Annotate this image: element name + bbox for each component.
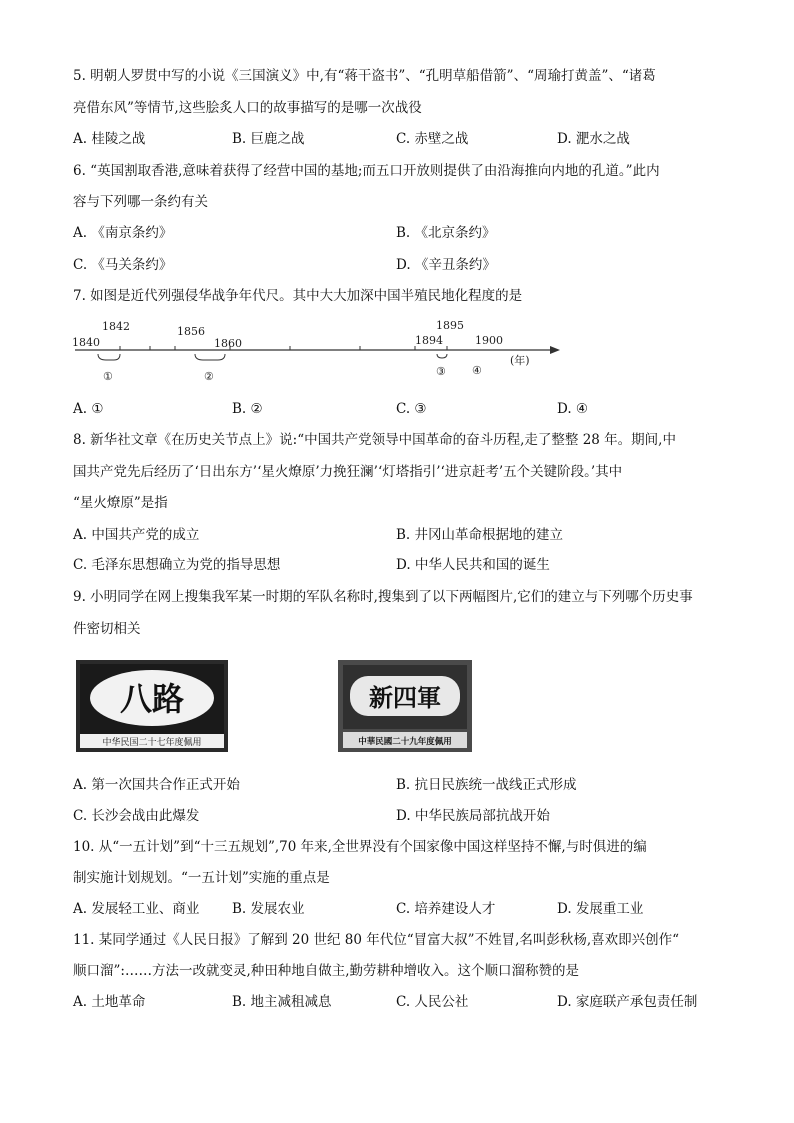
- q11-option-b: B. 地主减租减息: [232, 994, 332, 1010]
- q10-option-a: A. 发展轻工业、商业: [73, 901, 200, 917]
- q6-option-a: A. 《南京条约》: [73, 225, 173, 241]
- timeline-year-1842: 1842: [102, 320, 130, 333]
- q5-option-d: D. 淝水之战: [557, 131, 630, 147]
- q11-option-c: C. 人民公社: [396, 994, 469, 1010]
- bracket-1: [98, 354, 120, 360]
- q9-option-c: C. 长沙会战由此爆发: [73, 808, 200, 824]
- q8-option-b: B. 井冈山革命根据地的建立: [396, 527, 564, 543]
- q5-stem-line2: 亮借东风”等情节,这些脍炙人口的故事描写的是哪一次战役: [73, 100, 422, 116]
- q10-stem-line1: 10. 从“一五计划”到“十三五规划”,70 年来,全世界没有个国家像中国这样坚持不懈,与时俱进的编: [73, 839, 647, 855]
- badge1-main-text: 八路: [119, 680, 185, 718]
- q5-option-a: A. 桂陵之战: [73, 131, 146, 147]
- q7-stem-line1: 7. 如图是近代列强侵华战争年代尺。其中大大加深中国半殖民地化程度的是: [73, 288, 523, 304]
- bracket-2: [195, 354, 225, 360]
- timeline-year-1894: 1894: [415, 334, 443, 347]
- timeline-year-1895: 1895: [436, 319, 464, 332]
- q11-stem-line2: 顺口溜”:……方法一改就变灵,种田种地自做主,勤劳耕种增收入。这个顺口溜称赞的是: [73, 963, 580, 979]
- timeline-year-1860: 1860: [214, 337, 242, 350]
- q7-option-a: A. ①: [73, 401, 104, 417]
- q8-option-d: D. 中华人民共和国的诞生: [396, 557, 550, 573]
- bracket-3: [437, 354, 447, 358]
- q9-stem-line1: 9. 小明同学在网上搜集我军某一时期的军队名称时,搜集到了以下两幅图片,它们的建立与下列哪个历史事: [73, 589, 693, 605]
- q7-option-b: B. ②: [232, 401, 263, 417]
- q8-stem-line3: “星火燎原”是指: [73, 495, 168, 511]
- q8-option-a: A. 中国共产党的成立: [73, 527, 200, 543]
- q9-option-b: B. 抗日民族统一战线正式形成: [396, 777, 577, 793]
- badge2-sub-text: 中華民國二十九年度佩用: [358, 737, 452, 747]
- q11-option-d: D. 家庭联产承包责任制: [557, 994, 698, 1010]
- timeline-unit: (年): [510, 354, 530, 367]
- timeline-year-1856: 1856: [177, 325, 205, 338]
- timeline-ticks: [120, 346, 447, 350]
- q7-timeline-figure: [70, 318, 570, 388]
- q10-option-c: C. 培养建设人才: [396, 901, 496, 917]
- q7-option-d: D. ④: [557, 401, 589, 417]
- timeline-marker-3: ③: [436, 365, 446, 378]
- q8-option-c: C. 毛泽东思想确立为党的指导思想: [73, 557, 281, 573]
- badge1-sub-text: 中华民国二十七年度佩用: [102, 738, 202, 748]
- q11-stem-line1: 11. 某同学通过《人民日报》了解到 20 世纪 80 年代位“冒富大叔”不姓冒,名叫彭秋杨,喜欢即兴创作“: [73, 932, 680, 948]
- q5-stem-line1: 5. 明朝人罗贯中写的小说《三国演义》中,有“蒋干盗书”、“孔明草船借箭”、“周瑜打黄盖”、“诸葛: [73, 68, 656, 84]
- q6-stem-line1: 6. “英国割取香港,意味着获得了经营中国的基地;而五口开放则提供了由沿海推向内地的孔道。”此内: [73, 163, 660, 179]
- q11-option-a: A. 土地革命: [73, 994, 146, 1010]
- timeline-arrowhead: [550, 346, 560, 354]
- q7-option-c: C. ③: [396, 401, 427, 417]
- timeline-marker-1: ①: [103, 370, 113, 383]
- q10-option-b: B. 发展农业: [232, 901, 305, 917]
- timeline-marker-4: ④: [472, 364, 482, 377]
- badge2-main-text: 新四軍: [369, 683, 441, 712]
- q6-stem-line2: 容与下列哪一条约有关: [73, 194, 208, 210]
- q6-option-b: B. 《北京条约》: [396, 225, 496, 241]
- q10-option-d: D. 发展重工业: [557, 901, 644, 917]
- q8-stem-line1: 8. 新华社文章《在历史关节点上》说:“中国共产党领导中国革命的奋斗历程,走了整整 28 年。期间,中: [73, 432, 676, 448]
- q6-option-d: D. 《辛丑条约》: [396, 257, 496, 273]
- q5-option-b: B. 巨鹿之战: [232, 131, 305, 147]
- timeline-year-1900: 1900: [475, 334, 503, 347]
- new-fourth-army-badge-image: [338, 660, 472, 752]
- eighth-route-army-badge-image: [76, 660, 228, 752]
- q5-option-c: C. 赤壁之战: [396, 131, 469, 147]
- timeline-marker-2: ②: [204, 370, 214, 383]
- q10-stem-line2: 制实施计划规划。“一五计划”实施的重点是: [73, 870, 330, 886]
- timeline-year-1840: 1840: [72, 336, 100, 349]
- q9-option-d: D. 中华民族局部抗战开始: [396, 808, 550, 824]
- q9-stem-line2: 件密切相关: [73, 621, 141, 637]
- q9-option-a: A. 第一次国共合作正式开始: [73, 777, 240, 793]
- q8-stem-line2: 国共产党先后经历了‘日出东方’‘星火燎原’力挽狂澜’‘灯塔指引’‘进京赶考’五个关键阶段。’其中: [73, 464, 623, 480]
- q6-option-c: C. 《马关条约》: [73, 257, 173, 273]
